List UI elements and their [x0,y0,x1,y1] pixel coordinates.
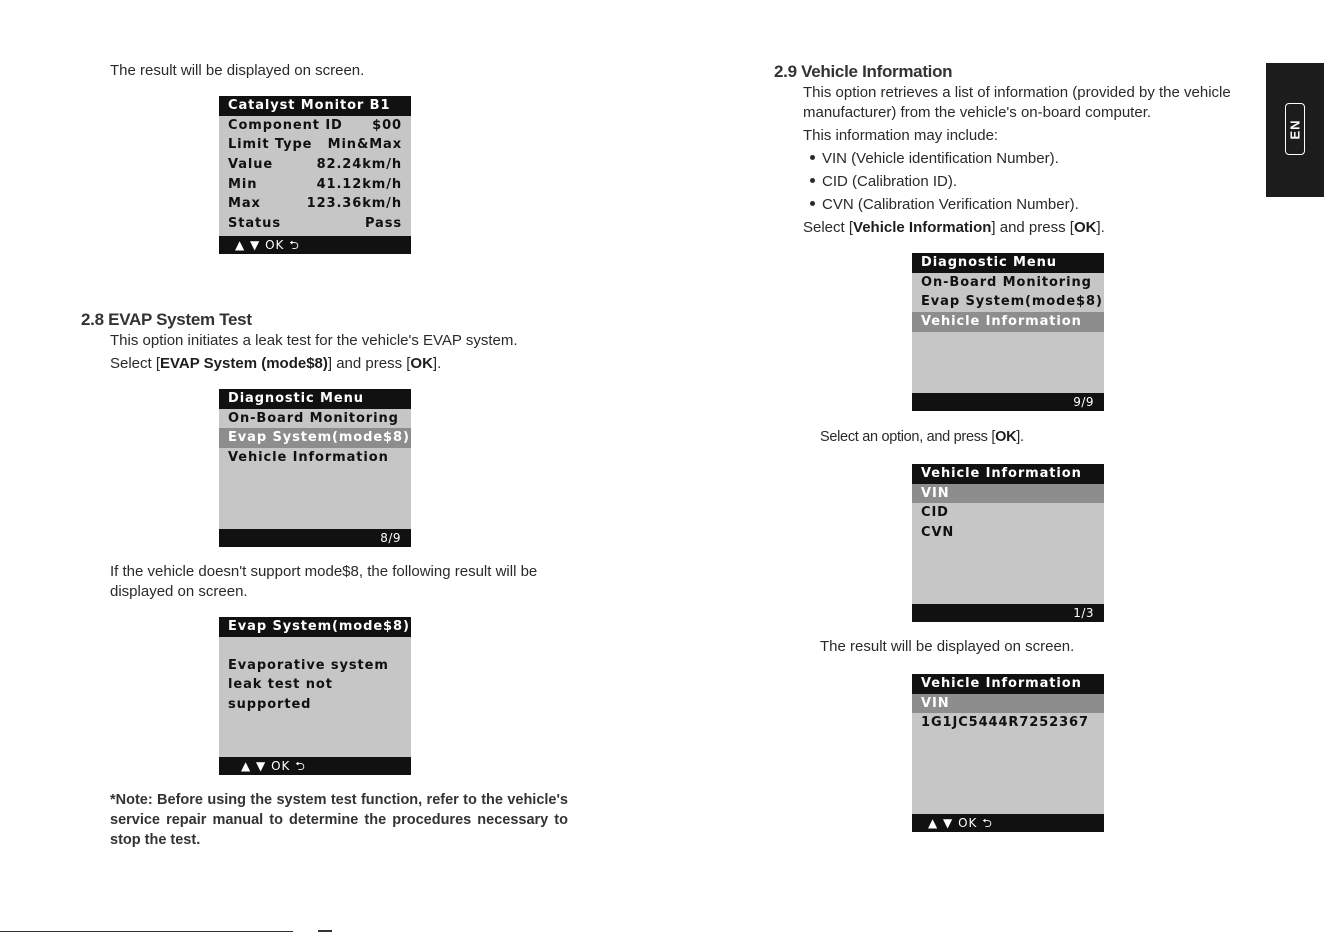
bullet-icon [810,201,815,206]
result-text: The result will be displayed on screen. [820,638,1075,655]
menu-item-selected[interactable]: Evap System(mode$8) [219,428,411,448]
screen-footer [219,236,411,254]
menu-item[interactable]: Evap System(mode$8) [921,294,1103,310]
bullet-icon [810,178,815,183]
screen-title: Catalyst Monitor B1 [219,96,411,116]
menu-item[interactable]: On-Board Monitoring [921,274,1092,290]
vin-value: 1G1JC5444R7252367 [921,715,1089,731]
menu-item-selected[interactable]: Vehicle Information [912,312,1104,332]
screen-title: Diagnostic Menu [219,389,411,409]
menu-item[interactable]: Vehicle Information [228,450,389,466]
list-item: CID (Calibration ID). [810,172,957,192]
nav-keys-icon: ▲ ▼ OK ⮌ [241,759,306,773]
diagnostic-menu-screen [912,253,1104,411]
menu-item[interactable]: CVN [921,525,955,541]
language-badge: EN [1285,103,1305,155]
list-item: CVN (Calibration Verification Number). [810,195,1079,215]
vin-label: VIN [912,694,1104,714]
result-text: The result will be displayed on screen. [110,62,365,79]
screen-footer [219,529,411,547]
section-heading-2-9: 2.9 Vehicle Information [774,62,953,81]
menu-item-selected[interactable]: VIN [912,484,1104,504]
screen-message: Evaporative system leak test not supported [228,657,389,713]
screen-row: Value 82.24km/h [228,157,402,173]
evap-result-screen [219,617,411,775]
screen-footer [219,757,411,775]
may-include-text: This information may include: [803,127,999,144]
screen-row: Status Pass [228,216,402,232]
screen-row: Min 41.12km/h [228,176,402,192]
screen-footer [912,604,1104,622]
select-instruction: Select [EVAP System (mode$8)] and press [OK]. [110,355,442,372]
unsupported-text-2: displayed on screen. [110,583,248,600]
diagnostic-menu-screen [219,389,411,547]
vehicle-info-menu-screen [912,464,1104,622]
page-mark [318,930,332,932]
section-desc: This option retrieves a list of information (provided by the vehicle [803,84,1231,101]
vin-result-screen [912,674,1104,832]
language-tab [1266,63,1324,197]
page-indicator: 1/3 [1073,606,1094,620]
nav-keys-icon: ▲ ▼ OK ⮌ [235,238,300,252]
screen-row: Limit Type Min&Max [228,137,402,153]
screen-row: Max 123.36km/h [228,196,402,212]
select-option-text: Select an option, and press [OK]. [820,429,1024,445]
menu-item[interactable]: On-Board Monitoring [228,410,399,426]
menu-item[interactable]: CID [921,505,949,521]
page-indicator: 9/9 [1073,395,1094,409]
note-text: *Note: Before using the system test function, refer to the vehicle's service repair manual to determine the procedures necessary to stop the test. [110,792,568,848]
unsupported-text: If the vehicle doesn't support mode$8, the following result will be [110,563,538,580]
section-desc-2: manufacturer) from the vehicle's on-board computer. [803,104,1152,121]
screen-title: Vehicle Information [912,464,1104,484]
footer-rule [0,931,293,932]
list-item: VIN (Vehicle identification Number). [810,149,1059,169]
screen-footer [912,393,1104,411]
screen-title: Diagnostic Menu [912,253,1104,273]
catalyst-monitor-screen [219,96,411,254]
bullet-icon [810,155,815,160]
section-heading-2-8: 2.8 EVAP System Test [81,310,252,329]
nav-keys-icon: ▲ ▼ OK ⮌ [928,816,993,830]
section-desc: This option initiates a leak test for the vehicle's EVAP system. [110,332,518,349]
screen-footer [912,814,1104,832]
select-instruction: Select [Vehicle Information] and press [OK]. [803,219,1105,236]
screen-title: Vehicle Information [912,674,1104,694]
screen-title: Evap System(mode$8) [219,617,411,637]
page-indicator: 8/9 [380,531,401,545]
screen-row: Component ID $00 [228,117,402,133]
